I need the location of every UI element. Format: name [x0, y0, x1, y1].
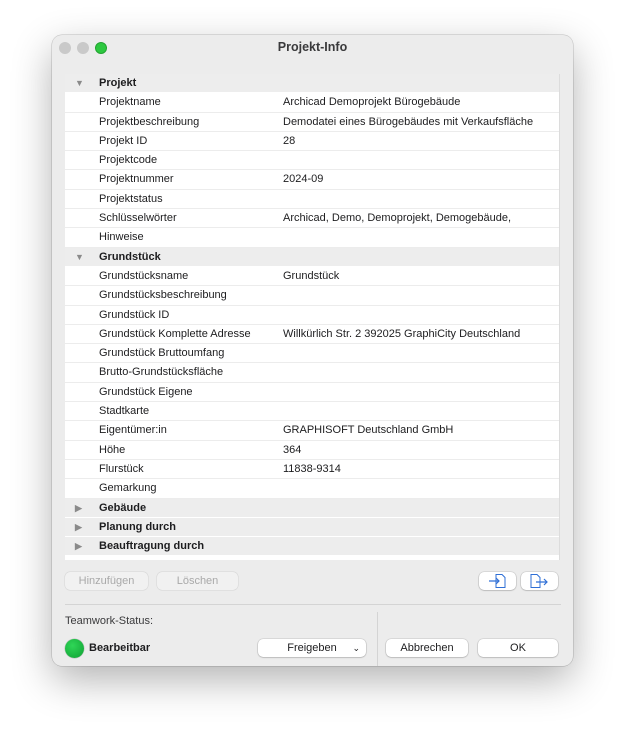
property-name: Projektbeschreibung	[99, 115, 200, 128]
import-button[interactable]	[479, 572, 516, 590]
property-name: Projekt ID	[99, 134, 148, 147]
disclosure-collapsed-icon[interactable]: ▶	[75, 502, 82, 513]
title-bar	[52, 35, 573, 61]
property-value[interactable]: 28	[283, 134, 296, 147]
teamwork-status-value: Bearbeitbar	[89, 642, 151, 654]
group-label: Grundstück	[99, 250, 161, 263]
property-row[interactable]	[65, 267, 559, 286]
import-icon	[487, 573, 507, 589]
property-name: Grundstück Bruttoumfang	[99, 347, 225, 360]
property-value[interactable]: 11838-9314	[283, 462, 341, 475]
disclosure-expanded-icon[interactable]: ▼	[75, 251, 84, 262]
group-row[interactable]	[65, 518, 559, 537]
property-name: Brutto-Grundstücksfläche	[99, 366, 224, 379]
group-row[interactable]	[65, 499, 559, 518]
chevron-down-icon: ⌄	[352, 643, 360, 653]
group-label: Projekt	[99, 77, 137, 89]
property-name: Grundstück ID	[99, 308, 170, 321]
ok-button[interactable]: OK	[478, 639, 558, 657]
property-row[interactable]	[65, 209, 559, 228]
disclosure-expanded-icon[interactable]: ▼	[75, 78, 84, 88]
property-name: Projektcode	[99, 154, 158, 167]
property-row[interactable]	[65, 190, 559, 209]
property-row[interactable]	[65, 151, 559, 170]
property-value[interactable]: 364	[283, 443, 302, 456]
property-row[interactable]	[65, 325, 559, 344]
property-value[interactable]: GRAPHISOFT Deutschland GmbH	[283, 424, 454, 437]
add-button[interactable]: Hinzufügen	[65, 572, 148, 590]
property-value[interactable]: Archicad, Demo, Demoprojekt, Demogebäude,	[283, 212, 512, 225]
property-name: Grundstück Komplette Adresse	[99, 327, 251, 340]
property-name: Projektname	[99, 96, 161, 109]
property-row[interactable]	[65, 113, 559, 132]
property-name: Grundstück Eigene	[99, 385, 193, 398]
property-row[interactable]	[65, 93, 559, 112]
delete-button[interactable]: Löschen	[157, 572, 238, 590]
property-row[interactable]	[65, 170, 559, 189]
property-value[interactable]: 2024-09	[283, 173, 324, 186]
property-name: Höhe	[99, 443, 126, 456]
group-row[interactable]	[65, 537, 559, 556]
status-indicator-icon	[65, 639, 84, 658]
share-select[interactable]	[258, 639, 366, 657]
projekt-info-dialog	[52, 35, 573, 666]
property-row[interactable]	[65, 228, 559, 247]
disclosure-collapsed-icon[interactable]: ▶	[75, 541, 82, 552]
property-row[interactable]	[65, 383, 559, 402]
property-row[interactable]	[65, 479, 559, 498]
property-name: Projektstatus	[99, 192, 163, 205]
export-button[interactable]	[521, 572, 558, 590]
property-name: Schlüsselwörter	[99, 212, 177, 225]
property-value[interactable]: Archicad Demoprojekt Bürogebäude	[283, 96, 461, 109]
group-row[interactable]	[65, 74, 559, 93]
property-value[interactable]: Willkürlich Str. 2 392025 GraphiCity Deutschland	[283, 327, 521, 340]
project-info-list[interactable]	[65, 74, 559, 560]
property-row[interactable]	[65, 132, 559, 151]
property-row[interactable]	[65, 402, 559, 421]
property-name: Hinweise	[99, 231, 144, 244]
property-name: Projektnummer	[99, 173, 174, 186]
property-row[interactable]	[65, 363, 559, 382]
cancel-button[interactable]: Abbrechen	[386, 639, 468, 657]
property-row[interactable]	[65, 421, 559, 440]
property-name: Eigentümer:in	[99, 424, 167, 437]
window-title: Projekt-Info	[277, 40, 348, 54]
disclosure-collapsed-icon[interactable]: ▶	[75, 521, 82, 532]
group-label: Planung durch	[99, 520, 176, 533]
share-select-label: Freigeben	[287, 642, 337, 654]
property-name: Gemarkung	[99, 482, 157, 495]
property-value[interactable]: Grundstück	[283, 269, 340, 282]
property-row[interactable]	[65, 441, 559, 460]
group-row[interactable]	[65, 248, 559, 267]
footer-vertical-separator	[377, 612, 378, 666]
teamwork-status-label: Teamwork-Status:	[65, 615, 154, 627]
property-name: Flurstück	[99, 462, 144, 475]
property-name: Grundstücksbeschreibung	[99, 289, 227, 302]
property-value[interactable]: Demodatei eines Bürogebäudes mit Verkaufsfläche	[283, 115, 534, 128]
group-label: Beauftragung durch	[99, 540, 205, 553]
property-name: Stadtkarte	[99, 405, 150, 418]
property-row[interactable]	[65, 460, 559, 479]
footer-separator	[65, 604, 561, 605]
property-row[interactable]	[65, 286, 559, 305]
property-row[interactable]	[65, 344, 559, 363]
list-scrollbar-track[interactable]	[559, 74, 560, 560]
property-name: Grundstücksname	[99, 269, 189, 282]
export-icon	[529, 573, 549, 589]
property-row[interactable]	[65, 306, 559, 325]
group-label: Gebäude	[99, 501, 147, 514]
